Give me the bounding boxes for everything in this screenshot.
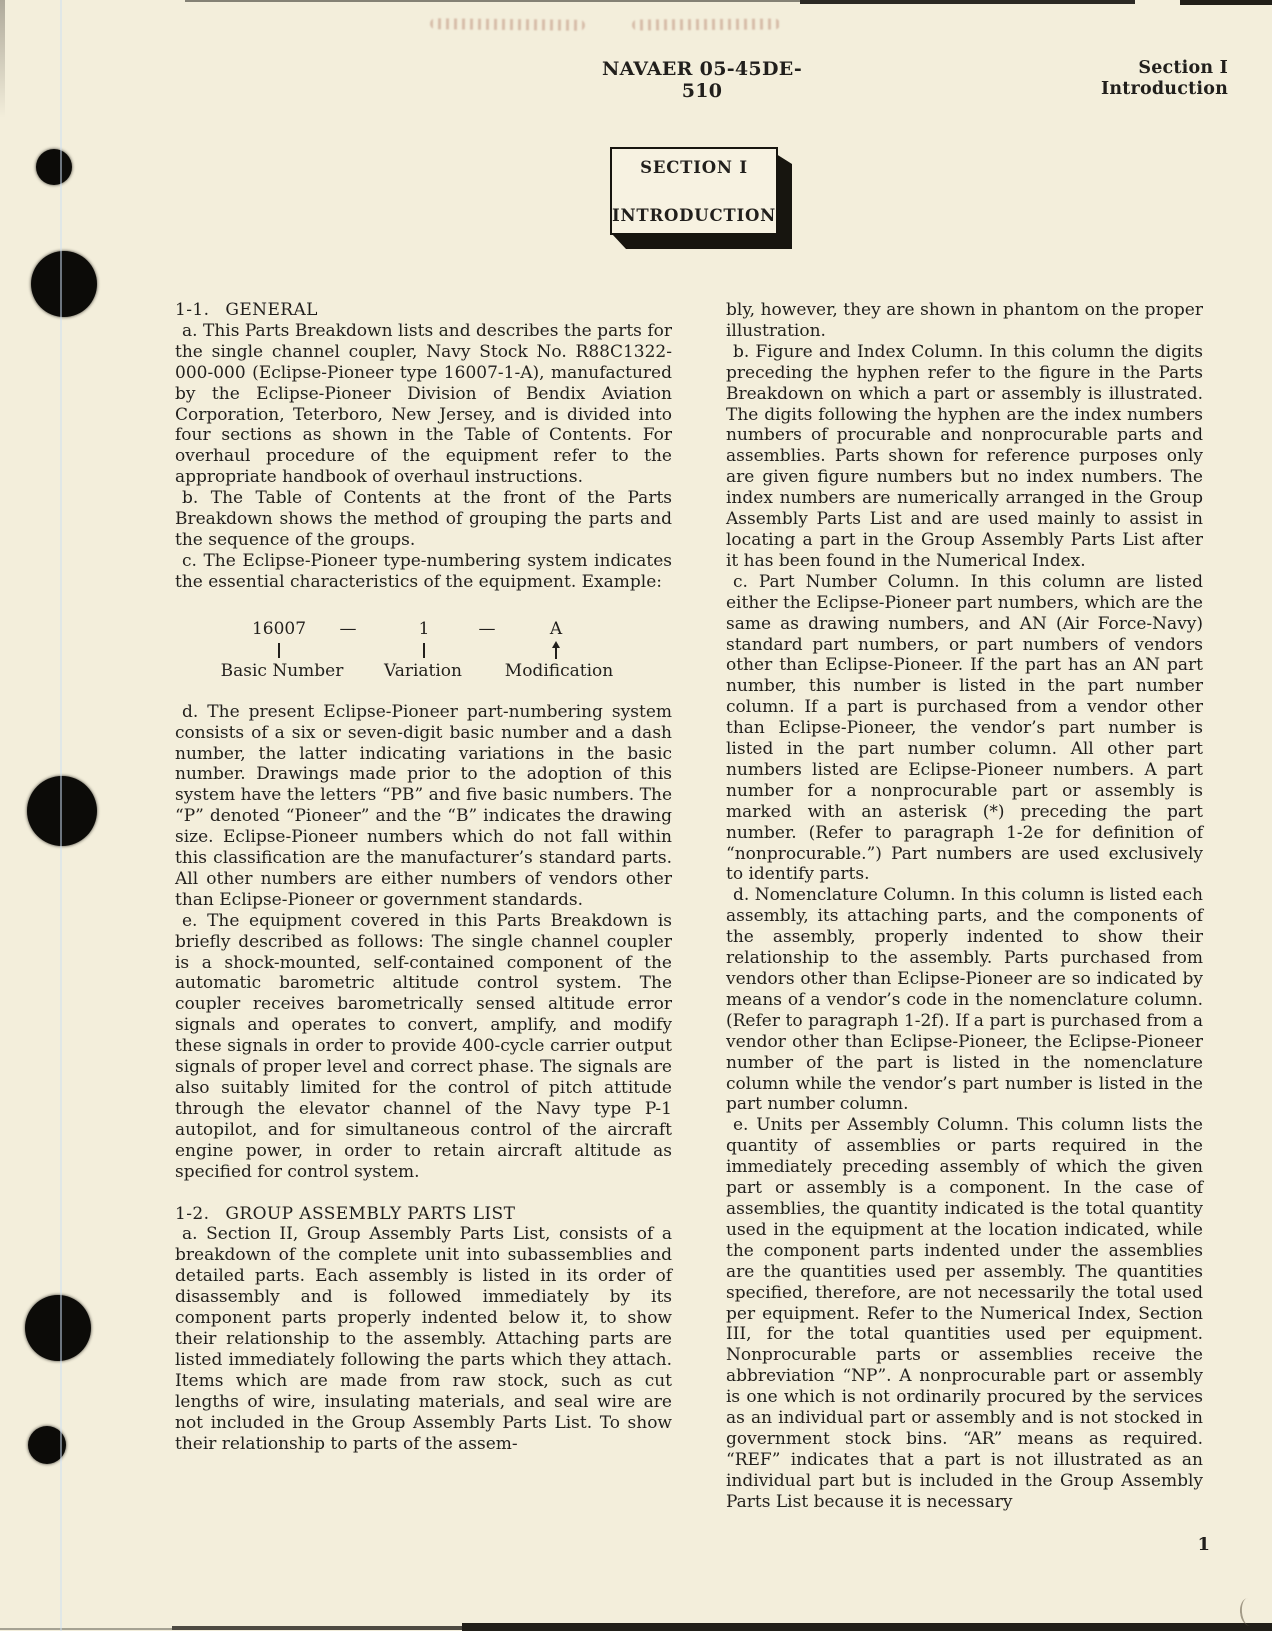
scan-edge-bottom (462, 1623, 1272, 1631)
section-title-box-wrap (610, 147, 806, 261)
diagram-connector-line (423, 643, 425, 658)
paragraph: d. The present Eclipse-Pioneer part-numbering system consists of a six or seven-digit basic number and a dash number, the latter indicating variations in the basic number. Drawings made prior to the adoption of this system have the letters “PB” and five basic numbers. The “P” denoted “Pioneer” and the “B” indicates the drawing size. Eclipse-Pioneer numbers which do not fall within this classification are the manufacturer’s standard parts. All other numbers are either numbers of vendors other than Eclipse-Pioneer or government standards. (175, 701, 672, 910)
paragraph: b. Figure and Index Column. In this column the digits preceding the hyphen refer to the figure in the Parts Breakdown on which a part or assembly is illustrated. The digits following the hyphen are the index numbers numbers of procurable and nonprocurable parts and assemblies. Parts shown for reference purposes only are given figure numbers but no index numbers. The index numbers are numerically arranged in the Group Assembly Parts List and are used mainly to assist in locating a part in the Group Assembly Parts List after it has been found in the Numerical Index. (726, 341, 1203, 571)
diagram-up-arrow-icon (552, 641, 560, 648)
page-number: 1 (1197, 1534, 1210, 1555)
paragraph: a. This Parts Breakdown lists and describes the parts for the single channel coupler, Navy Stock No. R88C1322-000-000 (Eclipse-Pioneer type 16007-1-A), manufactured by the Eclipse-Pioneer Division of Bendix Aviation Corporation, Teterboro, New Jersey, and is divided into four sections as shown in the Table of Contents. For overhaul procedure of the equipment refer to the appropriate handbook of overhaul instructions. (175, 320, 672, 488)
diagram-value: A (549, 618, 563, 639)
section-box-line2: INTRODUCTION (611, 205, 777, 225)
right-column (726, 300, 1203, 1513)
scan-artifact (632, 18, 780, 30)
scan-edge-top (1180, 0, 1272, 5)
diagram-dash: — (478, 618, 496, 639)
section-box-line1: SECTION I (640, 158, 748, 177)
heading-text: GENERAL (225, 300, 318, 320)
scan-edge-top (185, 0, 800, 2)
paragraph: e. The equipment covered in this Parts Breakdown is briefly described as follows: The single channel coupler is a shock-mounted, self-contained component of the automatic barometric altitude control system. The coupler receives barometrically sensed altitude error signals and operates to convert, amplify, and modify these signals in order to provide 400-cycle carrier output signals of proper level and correct phase. The signals are also suitably limited for the control of pitch attitude through the elevator channel of the Navy type P-1 autopilot, and for simultaneous control of the aircraft engine power, in order to retain aircraft altitude as specified for control system. (175, 910, 672, 1182)
diagram-label: Modification (504, 660, 614, 681)
paragraph: bly, however, they are shown in phantom on the proper illustration. (726, 300, 1203, 341)
section-heading (175, 1204, 672, 1225)
paragraph: c. The Eclipse-Pioneer type-numbering system indicates the essential characteristics of the equipment. Example: (175, 550, 672, 592)
scan-edge-top (800, 0, 1135, 4)
diagram-label: Basic Number (220, 660, 344, 681)
heading-text: GROUP ASSEMBLY PARTS LIST (225, 1203, 516, 1224)
left-column (175, 300, 672, 1454)
binder-hole (36, 149, 72, 185)
scan-artifact (430, 18, 585, 31)
header-section-block (1101, 58, 1228, 100)
doc-number: NAVAER 05-45DE-510 (601, 58, 803, 102)
diagram-value: 1 (418, 618, 430, 639)
paragraph: c. Part Number Column. In this column are listed either the Eclipse-Pioneer part numbers, which are the same as drawing numbers, and AN (Air Force-Navy) standard part numbers, or part numbers of vendors other than Eclipse-Pioneer. If the part has an AN part number, this number is listed in the part number column. If a part is purchased from a vendor other than Eclipse-Pioneer, the vendor’s part number is listed in the part number column. All other part numbers listed are Eclipse-Pioneer numbers. A part number for a nonprocurable part or assembly is marked with an asterisk (*) preceding the part number. (Refer to paragraph 1-2e for definition of “nonprocurable.”) Part numbers are used exclusively to identify parts. (726, 571, 1203, 885)
paragraph: e. Units per Assembly Column. This column lists the quantity of assemblies or parts required in the immediately preceding assembly of which the given part or assembly is a component. In the case of assemblies, the quantity indicated is the total quantity used in the equipment at the location indicated, while the component parts indented under the assemblies are the quantities used per assembly. The quantities specified, therefore, are not necessarily the total used per equipment. Refer to the Numerical Index, Section III, for the total quantities used per equipment. Nonprocurable parts or assemblies receive the abbreviation “NP”. A nonprocurable part or assembly is one which is not ordinarily procured by the services as an individual part or assembly and is not stocked in government stock bins. “AR” means as required. “REF” indicates that a part is not illustrated as an individual part but is included in the Group Assembly Parts List because it is necessary (726, 1115, 1203, 1512)
diagram-connector-line (555, 647, 557, 659)
heading-number: 1-1. (175, 300, 210, 320)
header-section: Section I (1138, 58, 1228, 78)
paragraph: a. Section II, Group Assembly Parts List, consists of a breakdown of the complete unit into subassemblies and detailed parts. Each assembly is listed in its order of disassembly and is followed immediately by its component parts properly indented below it, to show their relationship to the assembly. Attaching parts are listed immediately following the parts which they attach. Items which are made from raw stock, such as cut lengths of wire, insulating materials, and seal wire are not included in the Group Assembly Parts List. To show their relationship to parts of the assem- (175, 1224, 672, 1454)
binder-hole (25, 1295, 91, 1361)
diagram-value: 16007 (251, 618, 307, 639)
binder-hole (31, 251, 97, 317)
scan-line-artifact (60, 0, 62, 1631)
section-heading (175, 300, 672, 321)
diagram-connector-line (278, 643, 280, 658)
paragraph: b. The Table of Contents at the front of the Parts Breakdown shows the method of grouping the parts and the sequence of the groups. (175, 488, 672, 550)
paragraph: d. Nomenclature Column. In this column is listed each assembly, its attaching parts, and the components of the assembly, properly indented to show their relationship to the assembly. Parts purchased from vendors other than Eclipse-Pioneer are so indicated by means of a vendor’s code in the nomenclature column. (Refer to paragraph 1-2f). If a part is purchased from a vendor other than Eclipse-Pioneer, the Eclipse-Pioneer number of the part is listed in the nomenclature column while the vendor’s part number is listed in the part number column. (726, 885, 1203, 1115)
binder-hole (27, 776, 97, 846)
scan-edge-bottom (172, 1626, 462, 1630)
scan-edge-bottom (0, 1628, 172, 1630)
diagram-dash: — (339, 618, 357, 639)
type-number-diagram (217, 619, 637, 685)
section-title-box (610, 147, 778, 235)
scan-edge-left (0, 0, 5, 118)
heading-number: 1-2. (175, 1203, 210, 1224)
diagram-label: Variation (383, 660, 463, 681)
header-subsection: Introduction (1100, 79, 1228, 99)
